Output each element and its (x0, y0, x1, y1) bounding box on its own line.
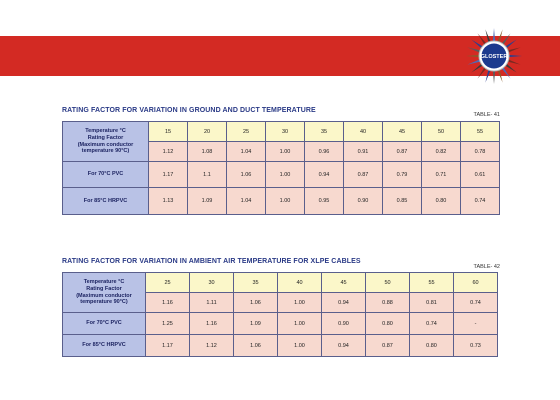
temperature-cell: 55 (410, 273, 454, 293)
temperature-cell: 55 (461, 122, 500, 142)
value-cell: 0.82 (422, 142, 461, 162)
value-cell: 0.80 (410, 335, 454, 357)
table-42-title: RATING FACTOR FOR VARIATION IN AMBIENT AIR TEMPERATURE FOR XLPE CABLES (62, 258, 361, 265)
value-cell: 0.90 (322, 313, 366, 335)
value-cell: 0.71 (422, 162, 461, 188)
gloster-logo (464, 26, 524, 86)
logo-ray (508, 55, 522, 57)
table-41 (62, 121, 500, 215)
value-cell: 0.73 (454, 335, 498, 357)
temperature-cell: 15 (149, 122, 188, 142)
value-cell: 1.09 (188, 188, 227, 215)
temperature-cell: 30 (190, 273, 234, 293)
value-cell: 1.06 (227, 162, 266, 188)
value-cell: 1.1 (188, 162, 227, 188)
value-cell: - (454, 313, 498, 335)
value-cell: 0.90 (344, 188, 383, 215)
value-cell: 0.78 (461, 142, 500, 162)
value-cell: 0.94 (322, 335, 366, 357)
row-label-70c-pvc: For 70°C PVC (63, 313, 146, 335)
value-cell: 0.85 (383, 188, 422, 215)
value-cell: 1.06 (234, 293, 278, 313)
table-41-title: RATING FACTOR FOR VARIATION IN GROUND AND DUCT TEMPERATURE (62, 107, 316, 114)
temperature-cell: 50 (366, 273, 410, 293)
value-cell: 1.16 (146, 293, 190, 313)
logo-ray (493, 28, 495, 42)
value-cell: 0.80 (422, 188, 461, 215)
value-cell: 0.74 (461, 188, 500, 215)
value-cell: 0.79 (383, 162, 422, 188)
value-cell: 0.94 (322, 293, 366, 313)
value-cell: 0.87 (383, 142, 422, 162)
value-cell: 1.12 (149, 142, 188, 162)
value-cell: 1.04 (227, 188, 266, 215)
value-cell: 1.00 (278, 313, 322, 335)
value-cell: 1.00 (278, 335, 322, 357)
header-line: (Maximum conductor (76, 292, 132, 299)
value-cell: 1.00 (266, 142, 305, 162)
value-cell: 1.17 (146, 335, 190, 357)
value-cell: 1.09 (234, 313, 278, 335)
header-line: Temperature °C (83, 278, 125, 285)
value-cell: 1.00 (266, 162, 305, 188)
temperature-cell: 50 (422, 122, 461, 142)
value-cell: 1.25 (146, 313, 190, 335)
temperature-cell: 40 (344, 122, 383, 142)
header-line: temperature 90°C) (80, 299, 128, 306)
header-line: Rating Factor (87, 134, 124, 141)
value-cell: 0.74 (454, 293, 498, 313)
temperature-cell: 45 (383, 122, 422, 142)
value-cell: 0.81 (410, 293, 454, 313)
value-cell: 0.88 (366, 293, 410, 313)
table-41-header-cell (63, 122, 149, 162)
temperature-cell: 20 (188, 122, 227, 142)
header-line: temperature 90°C) (81, 148, 130, 155)
value-cell: 0.61 (461, 162, 500, 188)
value-cell: 1.13 (149, 188, 188, 215)
value-cell: 1.04 (227, 142, 266, 162)
row-label-85c-hrpvc: For 85°C HRPVC (63, 335, 146, 357)
temperature-cell: 35 (305, 122, 344, 142)
value-cell: 0.96 (305, 142, 344, 162)
value-cell: 1.12 (190, 335, 234, 357)
row-label-85c-hrpvc: For 85°C HRPVC (63, 188, 149, 215)
logo-ray (493, 70, 495, 84)
table-42-header-cell (63, 273, 146, 313)
value-cell: 1.00 (278, 293, 322, 313)
header-line: (Maximum conductor (77, 141, 134, 148)
table-42-number: TABLE- 42 (473, 264, 500, 270)
value-cell: 0.87 (366, 335, 410, 357)
value-cell: 0.94 (305, 162, 344, 188)
value-cell: 0.87 (344, 162, 383, 188)
row-label-70c-pvc: For 70°C PVC (63, 162, 149, 188)
temperature-cell: 25 (227, 122, 266, 142)
value-cell: 1.00 (266, 188, 305, 215)
value-cell: 0.74 (410, 313, 454, 335)
header-line: Temperature °C (85, 127, 126, 134)
table-42 (62, 272, 498, 357)
gloster-logo-icon (464, 26, 524, 86)
value-cell: 1.06 (234, 335, 278, 357)
logo-ray (466, 55, 480, 57)
table-41-number: TABLE- 41 (473, 112, 500, 118)
value-cell: 0.80 (366, 313, 410, 335)
value-cell: 1.16 (190, 313, 234, 335)
temperature-cell: 60 (454, 273, 498, 293)
header-line: Rating Factor (86, 285, 122, 292)
temperature-cell: 25 (146, 273, 190, 293)
temperature-cell: 45 (322, 273, 366, 293)
temperature-cell: 30 (266, 122, 305, 142)
temperature-cell: 40 (278, 273, 322, 293)
value-cell: 0.91 (344, 142, 383, 162)
logo-text: GLOSTER (480, 54, 508, 61)
value-cell: 1.17 (149, 162, 188, 188)
value-cell: 1.08 (188, 142, 227, 162)
temperature-cell: 35 (234, 273, 278, 293)
value-cell: 1.11 (190, 293, 234, 313)
value-cell: 0.95 (305, 188, 344, 215)
